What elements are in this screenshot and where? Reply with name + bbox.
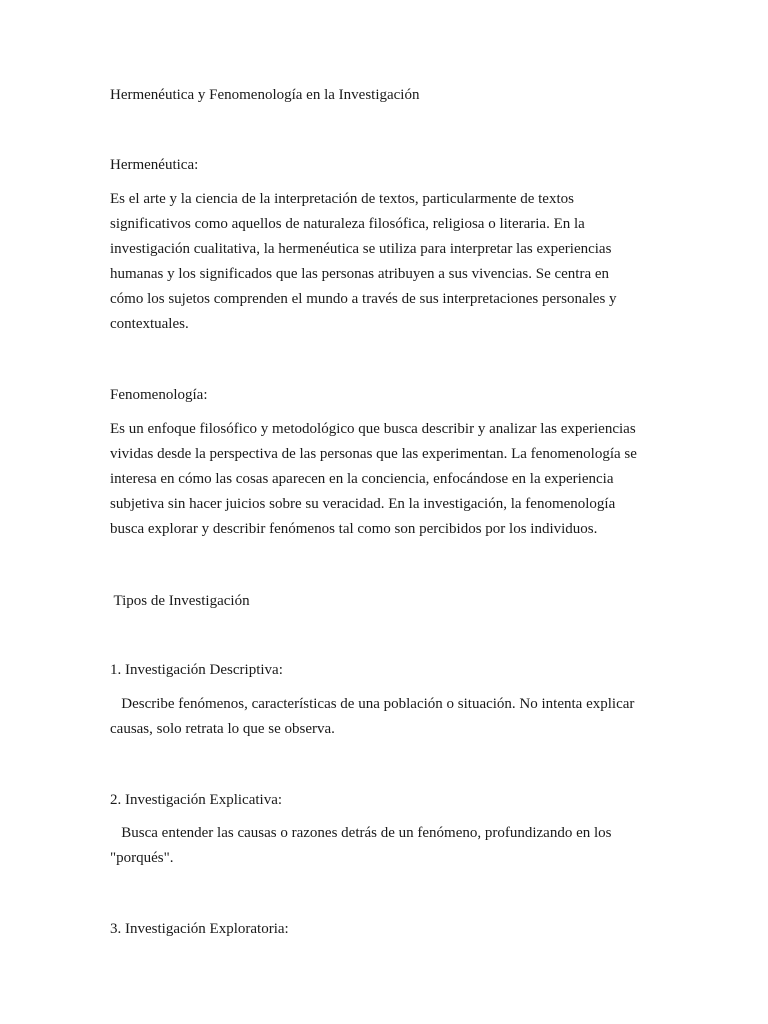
type-heading-exploratoria: 3. Investigación Exploratoria:: [110, 921, 289, 937]
document-title: Hermenéutica y Fenomenología en la Investigación: [110, 87, 420, 103]
paragraph-line: "porqués".: [110, 850, 174, 866]
paragraph-line: Describe fenómenos, características de una población o situación. No intenta explicar: [110, 696, 635, 712]
paragraph-line: interesa en cómo las cosas aparecen en la conciencia, enfocándose en la experiencia: [110, 471, 614, 487]
type-paragraph-explicativa: [110, 821, 670, 871]
type-paragraph-descriptiva: [110, 692, 670, 742]
paragraph-line: Es el arte y la ciencia de la interpretación de textos, particularmente de textos: [110, 191, 574, 207]
paragraph-line: Busca entender las causas o razones detrás de un fenómeno, profundizando en los: [110, 825, 612, 841]
paragraph-line: contextuales.: [110, 316, 189, 332]
type-heading-descriptiva: 1. Investigación Descriptiva:: [110, 662, 283, 678]
section-heading-fenomenologia: Fenomenología:: [110, 387, 208, 403]
paragraph-line: humanas y los significados que las personas atribuyen a sus vivencias. Se centra en: [110, 266, 610, 282]
paragraph-line: subjetiva sin hacer juicios sobre su veracidad. En la investigación, la fenomenología: [110, 496, 616, 512]
section-paragraph-fenomenologia: [110, 417, 670, 542]
paragraph-line: causas, solo retrata lo que se observa.: [110, 721, 335, 737]
type-heading-explicativa: 2. Investigación Explicativa:: [110, 792, 283, 808]
paragraph-line: vividas desde la perspectiva de las personas que las experimentan. La fenomenología se: [110, 446, 637, 462]
paragraph-line: cómo los sujetos comprenden el mundo a través de sus interpretaciones personales y: [110, 291, 617, 307]
paragraph-line: significativos como aquellos de naturaleza filosófica, religiosa o literaria. En la: [110, 216, 585, 232]
paragraph-line: investigación cualitativa, la hermenéutica se utiliza para interpretar las experiencias: [110, 241, 612, 257]
paragraph-line: Es un enfoque filosófico y metodológico que busca describir y analizar las experiencias: [110, 421, 636, 437]
section-heading-hermeneutica: Hermenéutica:: [110, 157, 199, 173]
section-paragraph-hermeneutica: [110, 187, 670, 337]
paragraph-line: busca explorar y describir fenómenos tal como son percibidos por los individuos.: [110, 521, 598, 537]
types-heading: Tipos de Investigación: [110, 593, 250, 609]
